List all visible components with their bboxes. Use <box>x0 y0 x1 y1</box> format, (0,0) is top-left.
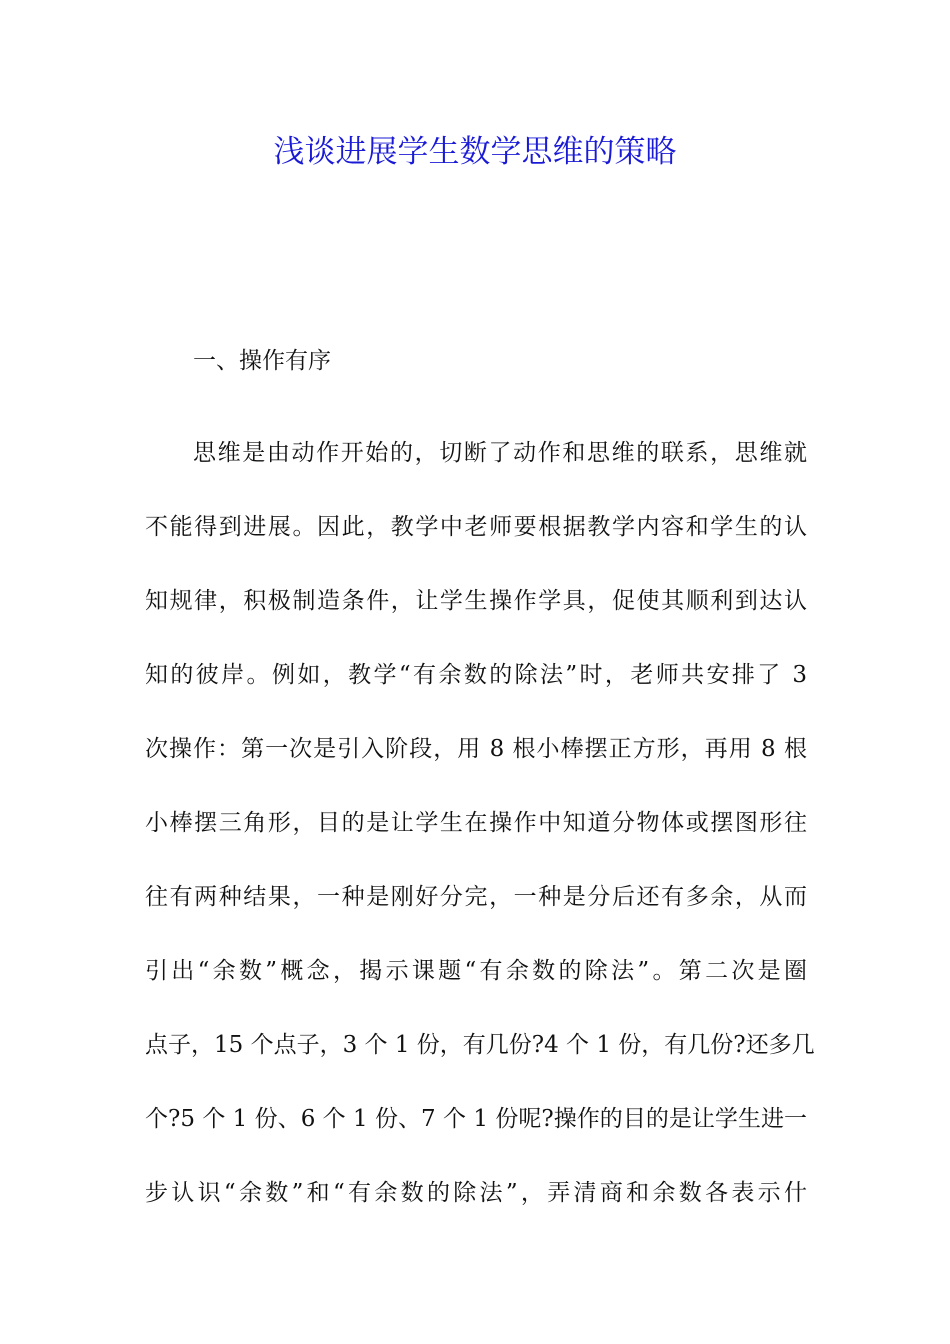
paragraph-line: 步认识“余数”和“有余数的除法”，弄清商和余数各表示什 <box>145 1180 807 1206</box>
paragraph-line: 点子，15 个点子，3 个 1 份，有几份?4 个 1 份，有几份?还多几 <box>145 1032 815 1058</box>
paragraph-line: 次操作：第一次是引入阶段，用 8 根小棒摆正方形，再用 8 根 <box>145 736 807 762</box>
section-heading: 一、操作有序 <box>193 348 331 374</box>
paragraph-line: 个?5 个 1 份、6 个 1 份、7 个 1 份呢?操作的目的是让学生进一 <box>145 1106 807 1132</box>
paragraph-line: 知的彼岸。例如，教学“有余数的除法”时，老师共安排了 3 <box>145 662 807 688</box>
paragraph-line: 不能得到进展。因此，教学中老师要根据教学内容和学生的认 <box>145 514 807 540</box>
body-paragraph <box>145 416 815 1230</box>
document-title: 浅谈进展学生数学思维的策略 <box>273 134 677 170</box>
paragraph-line: 引出“余数”概念，揭示课题“有余数的除法”。第二次是圈 <box>145 958 807 984</box>
paragraph-line: 知规律，积极制造条件，让学生操作学具，促使其顺利到达认 <box>145 588 807 614</box>
paragraph-line: 小棒摆三角形，目的是让学生在操作中知道分物体或摆图形往 <box>145 810 807 836</box>
paragraph-line: 思维是由动作开始的，切断了动作和思维的联系，思维就 <box>193 440 807 466</box>
paragraph-line: 往有两种结果，一种是刚好分完，一种是分后还有多余，从而 <box>145 884 807 910</box>
